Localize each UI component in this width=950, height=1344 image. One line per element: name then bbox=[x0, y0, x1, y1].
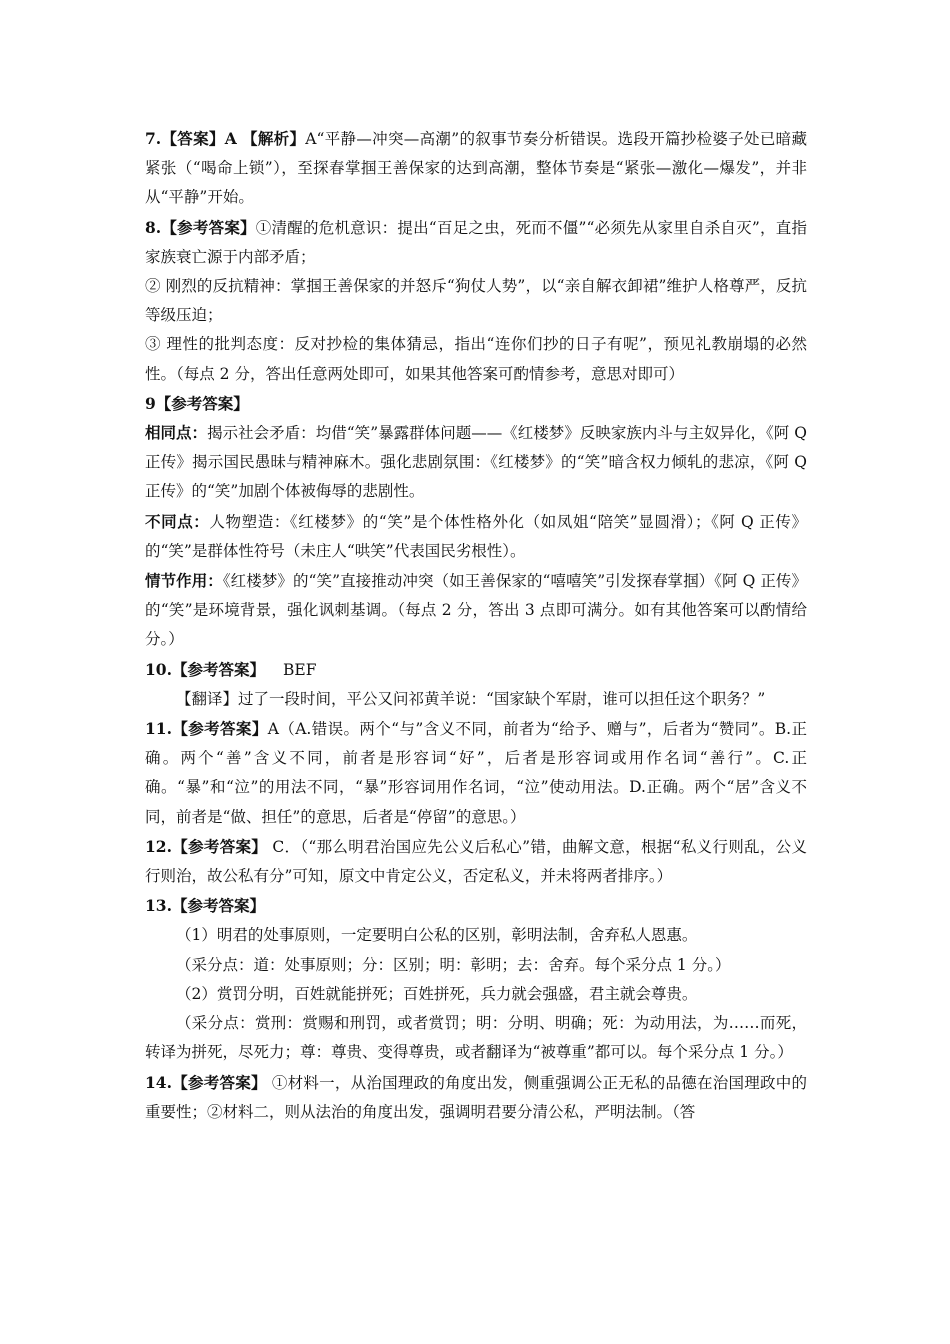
question-8-answer bbox=[145, 213, 807, 272]
question-9-similarities-text: 揭示社会矛盾：均借“笑”暴露群体问题——《红楼梦》反映家族内斗与主奴异化，《阿 Q 正传》揭示国民愚昧与精神麻木。强化悲剧氛围：《红楼梦》的“笑”暗含权力倾轧的悲凉，《阿 Q 正传》的“笑”加剧个体被侮辱的悲剧性。 bbox=[145, 424, 807, 501]
question-9-differences bbox=[145, 507, 807, 566]
question-14-number: 14. bbox=[145, 1072, 172, 1092]
question-12-answer-tag: 【参考答案】 bbox=[171, 836, 268, 856]
question-10-answer-tag: 【参考答案】 bbox=[171, 659, 265, 679]
answer-key-content bbox=[145, 124, 807, 1127]
question-9-similarities-label: 相同点： bbox=[145, 423, 208, 443]
question-13-part-2-scoring: （采分点：赏刑：赏赐和刑罚，或者赏罚；明：分明、明确；死：为动用法，为……而死，转译为拼死，尽死力；尊：尊贵、变得尊贵，或者翻译为“被尊重”都可以。每个采分点 1 分。） bbox=[145, 1014, 807, 1062]
question-7-answer bbox=[145, 124, 807, 213]
question-13-part-2: （2）赏罚分明，百姓就能拼死；百姓拼死，兵力就会强盛，君主就会尊贵。 bbox=[176, 984, 698, 1003]
question-9-plot-function bbox=[145, 566, 807, 655]
question-10-number: 10. bbox=[145, 659, 172, 679]
question-7-analysis-text: A“平静—冲突—高潮”的叙事节奏分析错误。选段开篇抄检婆子处已暗藏紧张（“喝命上锁”），至探春掌掴王善保家的达到高潮，整体节奏是“紧张—激化—爆发”，并非从“平静”开始。 bbox=[145, 130, 807, 207]
question-12-answer bbox=[145, 832, 807, 891]
question-9-differences-label: 不同点： bbox=[145, 511, 210, 531]
question-7-number: 7. bbox=[145, 129, 162, 148]
question-10-translation: 【翻译】过了一段时间，平公又问祁黄羊说：“国家缺个军尉，谁可以担任这个职务？” bbox=[176, 689, 766, 708]
question-11-answer bbox=[145, 714, 807, 832]
question-12-number: 12. bbox=[145, 836, 172, 856]
question-13-answer-tag: 【参考答案】 bbox=[171, 896, 265, 916]
question-9-differences-text: 人物塑造：《红楼梦》的“笑”是个体性格外化（如凤姐“陪笑”显圆滑）；《阿 Q 正传》的“笑”是群体性符号（未庄人“哄笑”代表国民劣根性）。 bbox=[145, 512, 807, 560]
question-7-answer-tag: 【答案】A bbox=[161, 129, 237, 148]
question-13-part-1-scoring: （采分点：道：处事原则；分：区别；明：彰明；去：舍弃。每个采分点 1 分。） bbox=[176, 955, 731, 974]
question-9-title: 9【参考答案】 bbox=[145, 393, 249, 413]
question-9-similarities bbox=[145, 418, 807, 507]
question-8-point-3: ③ 理性的批判态度：反对抄检的集体猜忌，指出“连你们抄的日子有呢”，预见礼教崩塌的必然性。（每点 2 分，答出任意两处即可，如果其他答案可酌情参考，意思对即可） bbox=[145, 335, 807, 383]
question-13-number: 13. bbox=[145, 896, 172, 916]
question-11-answer-tag: 【参考答案】 bbox=[171, 719, 268, 739]
question-8-number: 8. bbox=[145, 217, 162, 237]
question-8-point-1: ①清醒的危机意识：提出“百足之虫，死而不僵”“必须先从家里自杀自灭”，直指家族衰亡源于内部矛盾； bbox=[145, 218, 807, 266]
question-11-text: A（A.错误。两个“与”含义不同，前者为“给予、赠与”，后者为“赞同”。B.正确。两个“善”含义不同，前者是形容词“好”，后者是形容词或用作名词“善行”。C.正确。“暴”和“泣”的用法不同，“暴”形容词用作名词，“泣”使动用法。D.正确。两个“居”含义不同，前者是“做、担任”的意思，后者是“停留”的意思。） bbox=[145, 720, 807, 826]
question-13-answer bbox=[145, 891, 807, 921]
question-14-text: ①材料一，从治国理政的角度出发，侧重强调公正无私的品德在治国理政中的重要性；②材料二，则从法治的角度出发，强调明君要分清公私，严明法制。（答 bbox=[145, 1073, 807, 1121]
question-14-answer-tag: 【参考答案】 bbox=[171, 1072, 267, 1092]
question-11-number: 11. bbox=[145, 719, 172, 739]
question-9-plot-text: 《红楼梦》的“笑”直接推动冲突（如王善保家的“嘻嘻笑”引发探春掌掴）《阿 Q 正传》的“笑”是环境背景，强化讽刺基调。（每点 2 分，答出 3 点即可满分。如有其他答案可以酌情给分。） bbox=[145, 572, 807, 649]
question-10-answer bbox=[145, 655, 807, 685]
question-13-part-1: （1）明君的处事原则，一定要明白公私的区别，彰明法制，舍弃私人恩惠。 bbox=[176, 926, 698, 945]
question-8-answer-tag: 【参考答案】 bbox=[161, 217, 256, 237]
question-7-analysis-tag: 【解析】 bbox=[242, 129, 306, 148]
question-14-answer bbox=[145, 1068, 807, 1127]
question-12-text: C．（“那么明君治国应先公义后私心”错，曲解文意，根据“私义行则乱，公义行则治，故公私有分”可知，原文中肯定公义，否定私义，并未将两者排序。） bbox=[145, 837, 807, 886]
question-10-answer-value: BEF bbox=[282, 660, 317, 679]
question-8-point-2: ② 刚烈的反抗精神：掌掴王善保家的并怒斥“狗仗人势”，以“亲自解衣卸裙”维护人格尊严，反抗等级压迫； bbox=[145, 277, 807, 325]
question-9-plot-label: 情节作用： bbox=[145, 571, 223, 591]
